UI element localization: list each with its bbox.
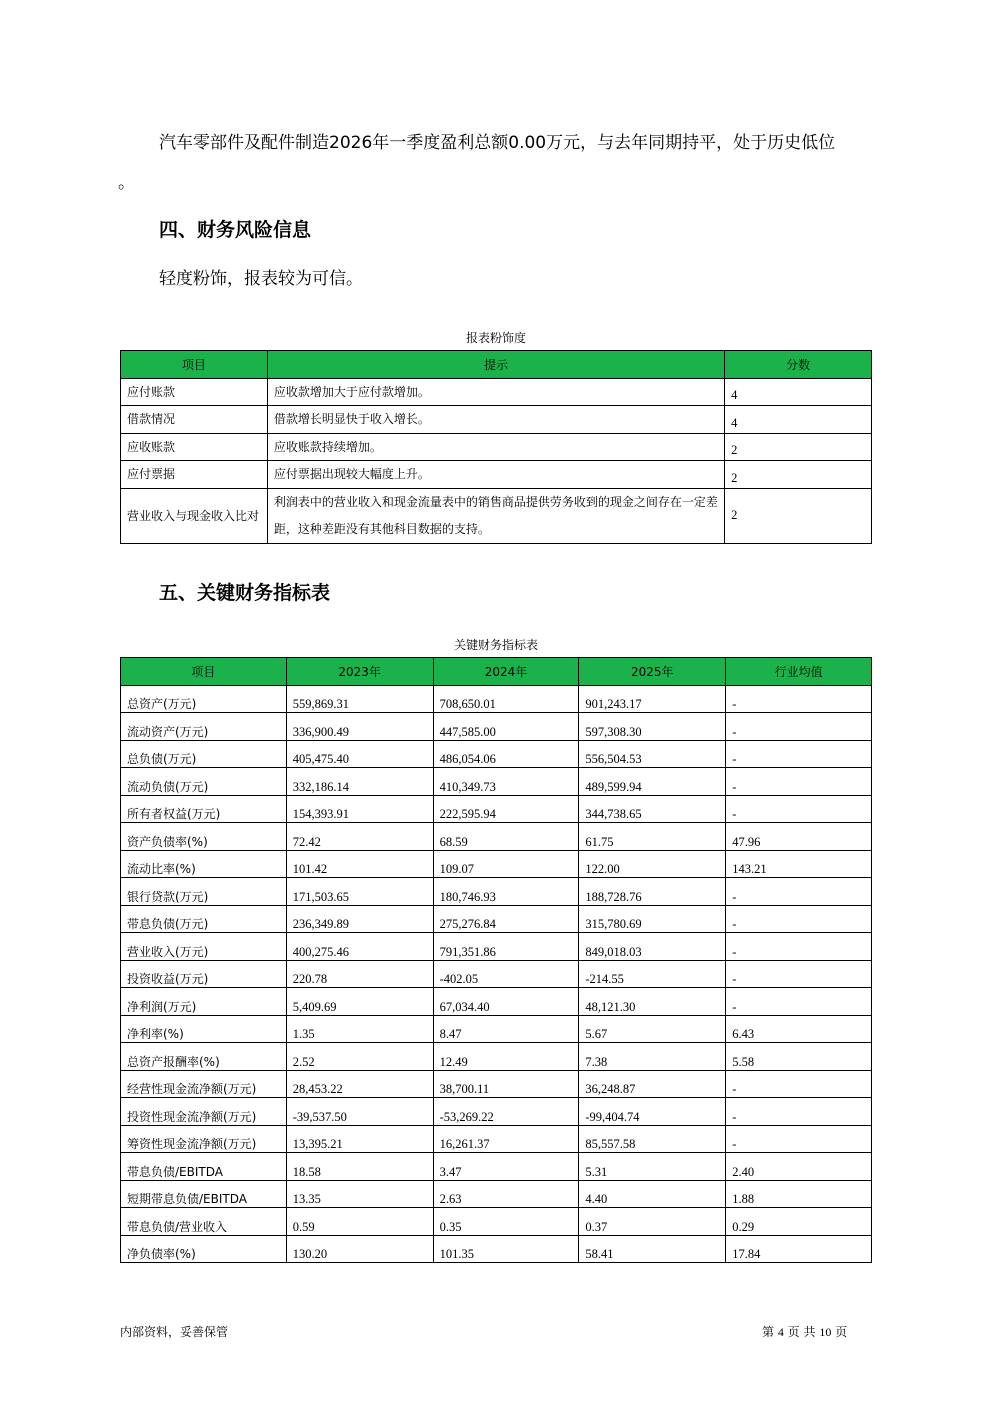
table-row [121,461,872,489]
table-row [121,1236,872,1263]
risk-hint: 应收款增加大于应付款增加。 [267,379,724,406]
indicator-2023: 220.78 [286,961,433,988]
indicator-2023: 0.59 [286,1208,433,1236]
section5-heading: 五、关键财务指标表 [159,582,331,604]
section4-summary: 轻度粉饰，报表较为可信。 [159,269,363,289]
footer-confidential: 内部资料，妥善保管 [120,1325,229,1339]
indicator-item: 总负债(万元) [121,741,287,768]
indicator-2024: 67,034.40 [433,988,579,1016]
table-row [121,933,872,961]
indicator-2023: 101.42 [286,851,433,878]
indicator-table-header-row [121,658,872,686]
table-row [121,988,872,1016]
table-row [121,1098,872,1126]
risk-score: 2 [725,434,872,461]
table-row [121,878,872,906]
table-row [121,1181,872,1208]
risk-table-caption: 报表粉饰度 [465,331,526,345]
indicator-2023: 18.58 [286,1153,433,1181]
indicator-2024: 16,261.37 [433,1126,579,1153]
indicator-2023: 154,393.91 [286,796,433,823]
indicator-2025: 61.75 [579,823,726,851]
table-row [121,823,872,851]
indicator-2025: 849,018.03 [579,933,726,961]
indicator-industry-avg: 6.43 [726,1016,872,1043]
table-row [121,713,872,741]
footer-page-current: 4 [777,1325,784,1339]
risk-hint: 应收账款持续增加。 [267,434,724,461]
indicator-industry-avg: 0.29 [726,1208,872,1236]
risk-item: 应付账款 [121,379,268,406]
indicator-2023: 130.20 [286,1236,433,1263]
indicator-2023: 559,869.31 [286,686,433,713]
indicator-industry-avg: - [726,906,872,933]
indicator-header-2025: 2025年 [579,658,726,686]
indicator-2024: 486,054.06 [433,741,579,768]
indicator-2025: 901,243.17 [579,686,726,713]
table-row [121,379,872,406]
indicator-2023: 2.52 [286,1043,433,1071]
indicator-2024: 2.63 [433,1181,579,1208]
indicator-2023: 13,395.21 [286,1126,433,1153]
indicator-2023: 72.42 [286,823,433,851]
indicator-2024: -53,269.22 [433,1098,579,1126]
indicator-industry-avg: - [726,741,872,768]
risk-hint: 应付票据出现较大幅度上升。 [267,461,724,489]
table-row [121,851,872,878]
risk-hint: 借款增长明显快于收入增长。 [267,406,724,434]
indicator-2025: 4.40 [579,1181,726,1208]
table-row [121,1043,872,1071]
table-row [121,1016,872,1043]
indicator-item: 流动资产(万元) [121,713,287,741]
indicator-2023: 405,475.40 [286,741,433,768]
indicator-header-2024: 2024年 [433,658,579,686]
indicator-2024: 180,746.93 [433,878,579,906]
risk-header-score: 分数 [725,351,872,379]
indicator-industry-avg: - [726,796,872,823]
indicator-2025: 0.37 [579,1208,726,1236]
indicator-2024: 708,650.01 [433,686,579,713]
indicator-2024: 8.47 [433,1016,579,1043]
indicator-item: 净利率(%) [121,1016,287,1043]
indicator-item: 所有者权益(万元) [121,796,287,823]
risk-score: 2 [725,489,872,544]
indicator-2024: 3.47 [433,1153,579,1181]
table-row [121,1153,872,1181]
indicator-item: 总资产(万元) [121,686,287,713]
table-row [121,406,872,434]
risk-item: 应收账款 [121,434,268,461]
indicator-item: 带息负债/EBITDA [121,1153,287,1181]
indicator-2025: 7.38 [579,1043,726,1071]
table-row [121,1208,872,1236]
risk-table [120,350,872,544]
table-row [121,768,872,796]
risk-score: 4 [725,379,872,406]
indicator-item: 银行贷款(万元) [121,878,287,906]
indicator-item: 总资产报酬率(%) [121,1043,287,1071]
indicator-2023: 28,453.22 [286,1071,433,1098]
table-row [121,489,872,544]
indicator-industry-avg: - [726,1126,872,1153]
indicator-2025: 36,248.87 [579,1071,726,1098]
intro-line-1: 汽车零部件及配件制造2026年一季度盈利总额0.00万元，与去年同期持平，处于历史低位 [159,133,836,153]
indicator-2025: -99,404.74 [579,1098,726,1126]
indicator-2024: -402.05 [433,961,579,988]
risk-item: 应付票据 [121,461,268,489]
indicator-item: 短期带息负债/EBITDA [121,1181,287,1208]
indicator-2025: 315,780.69 [579,906,726,933]
indicator-item: 筹资性现金流净额(万元) [121,1126,287,1153]
risk-score: 2 [725,461,872,489]
indicator-2025: 48,121.30 [579,988,726,1016]
footer-page-number [762,1325,847,1339]
indicator-2025: 344,738.65 [579,796,726,823]
indicator-header-industry-avg: 行业均值 [726,658,872,686]
indicator-2025: 5.67 [579,1016,726,1043]
indicator-header-2023: 2023年 [286,658,433,686]
indicator-item: 净负债率(%) [121,1236,287,1263]
table-row [121,1071,872,1098]
indicator-2025: 58.41 [579,1236,726,1263]
indicator-2024: 447,585.00 [433,713,579,741]
indicator-industry-avg: - [726,686,872,713]
indicator-2024: 410,349.73 [433,768,579,796]
indicator-item: 营业收入(万元) [121,933,287,961]
indicator-2023: -39,537.50 [286,1098,433,1126]
indicator-industry-avg: - [726,933,872,961]
indicator-industry-avg: 17.84 [726,1236,872,1263]
indicator-table [120,657,872,1263]
indicator-industry-avg: 47.96 [726,823,872,851]
indicator-2023: 5,409.69 [286,988,433,1016]
indicator-2024: 275,276.84 [433,906,579,933]
indicator-2023: 171,503.65 [286,878,433,906]
indicator-item: 带息负债(万元) [121,906,287,933]
section4-heading: 四、财务风险信息 [159,219,312,241]
indicator-item: 流动比率(%) [121,851,287,878]
intro-line-2: 。 [118,173,135,193]
risk-table-header-row [121,351,872,379]
risk-item: 借款情况 [121,406,268,434]
indicator-industry-avg: - [726,1098,872,1126]
indicator-2024: 222,595.94 [433,796,579,823]
indicator-industry-avg: - [726,961,872,988]
table-row [121,961,872,988]
table-row [121,686,872,713]
risk-item: 营业收入与现金收入比对 [121,489,268,544]
indicator-2024: 0.35 [433,1208,579,1236]
risk-hint: 利润表中的营业收入和现金流量表中的销售商品提供劳务收到的现金之间存在一定差距，这种差距没有其他科目数据的支持。 [267,489,724,544]
indicator-industry-avg: - [726,878,872,906]
table-row [121,796,872,823]
risk-header-hint: 提示 [267,351,724,379]
risk-header-item: 项目 [121,351,268,379]
indicator-2025: 122.00 [579,851,726,878]
indicator-2025: 85,557.58 [579,1126,726,1153]
table-row [121,906,872,933]
indicator-2023: 236,349.89 [286,906,433,933]
indicator-2024: 791,351.86 [433,933,579,961]
indicator-2025: 188,728.76 [579,878,726,906]
indicator-2023: 13.35 [286,1181,433,1208]
indicator-2024: 109.07 [433,851,579,878]
indicator-2025: 556,504.53 [579,741,726,768]
indicator-2023: 336,900.49 [286,713,433,741]
table-row [121,434,872,461]
footer-page-total: 10 [819,1325,832,1339]
table-row [121,741,872,768]
indicator-2024: 38,700.11 [433,1071,579,1098]
indicator-industry-avg: - [726,713,872,741]
table-row [121,1126,872,1153]
indicator-2023: 1.35 [286,1016,433,1043]
indicator-2024: 68.59 [433,823,579,851]
footer-page-suffix: 页 [835,1325,848,1339]
footer-page-mid: 页 共 [787,1325,816,1339]
indicator-table-caption: 关键财务指标表 [453,638,538,652]
indicator-industry-avg: 2.40 [726,1153,872,1181]
footer-page-prefix: 第 [762,1325,775,1339]
indicator-industry-avg: 1.88 [726,1181,872,1208]
indicator-industry-avg: - [726,988,872,1016]
indicator-2023: 332,186.14 [286,768,433,796]
indicator-2025: -214.55 [579,961,726,988]
indicator-item: 投资收益(万元) [121,961,287,988]
indicator-2023: 400,275.46 [286,933,433,961]
indicator-item: 流动负债(万元) [121,768,287,796]
indicator-2024: 101.35 [433,1236,579,1263]
indicator-2024: 12.49 [433,1043,579,1071]
indicator-industry-avg: 143.21 [726,851,872,878]
indicator-2025: 597,308.30 [579,713,726,741]
indicator-industry-avg: 5.58 [726,1043,872,1071]
indicator-header-item: 项目 [121,658,287,686]
risk-score: 4 [725,406,872,434]
indicator-2025: 489,599.94 [579,768,726,796]
indicator-item: 投资性现金流净额(万元) [121,1098,287,1126]
indicator-item: 净利润(万元) [121,988,287,1016]
indicator-industry-avg: - [726,1071,872,1098]
indicator-item: 经营性现金流净额(万元) [121,1071,287,1098]
indicator-item: 带息负债/营业收入 [121,1208,287,1236]
indicator-2025: 5.31 [579,1153,726,1181]
indicator-item: 资产负债率(%) [121,823,287,851]
indicator-industry-avg: - [726,768,872,796]
